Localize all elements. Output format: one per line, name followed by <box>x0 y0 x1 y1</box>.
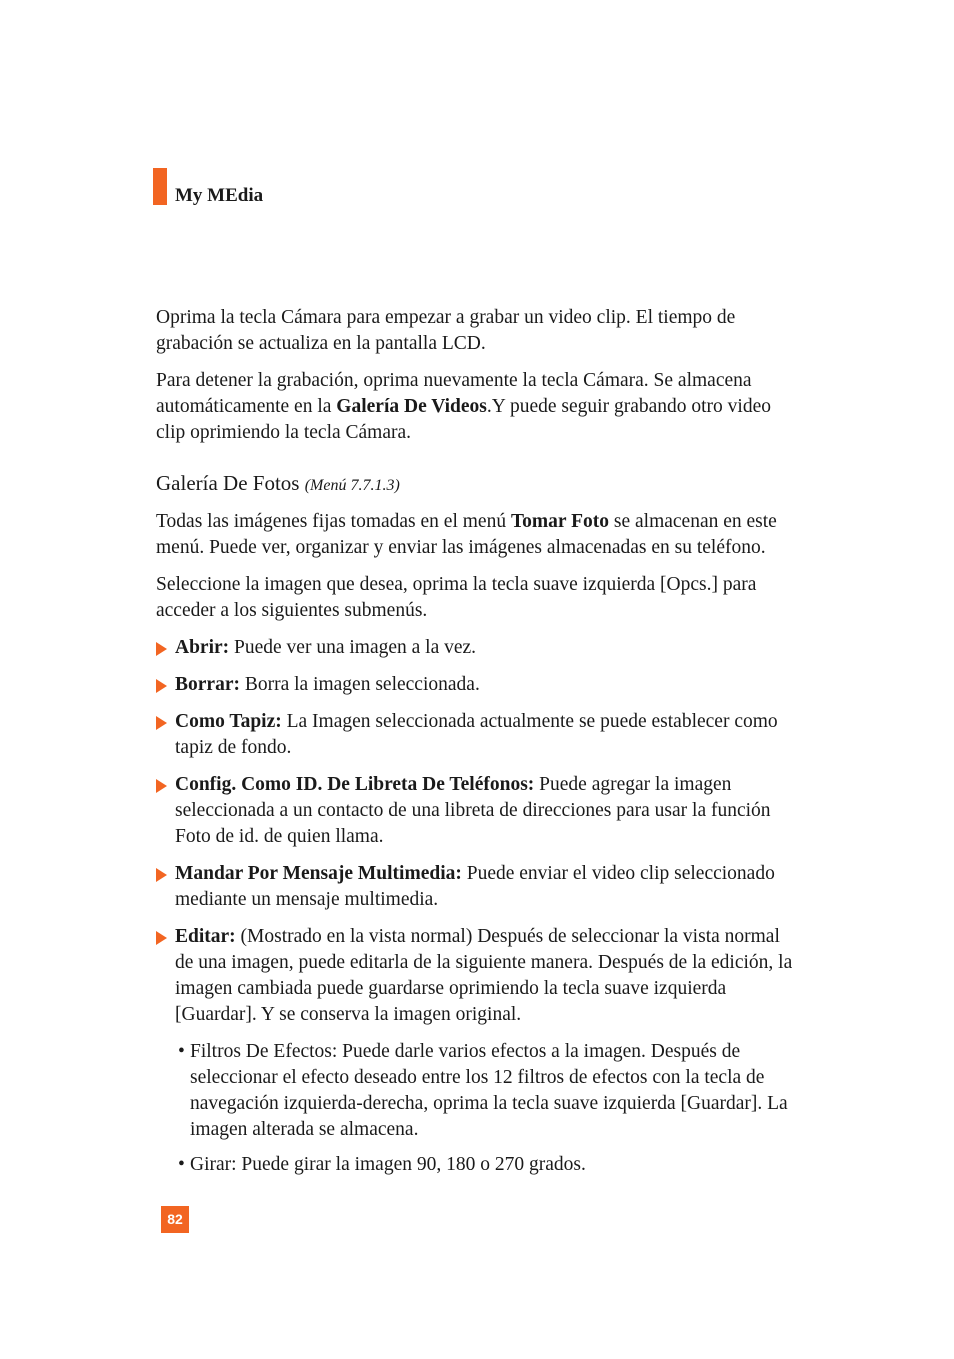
intro-p2-bold: Galería De Videos <box>336 396 487 417</box>
triangle-bullet-icon <box>156 642 167 656</box>
page-content <box>156 305 796 1187</box>
bullet-term: Config. Como ID. De Libreta De Teléfonos: <box>175 774 535 795</box>
section-title: Galería De Fotos <box>156 471 300 495</box>
triangle-bullet-icon <box>156 931 167 945</box>
bullet-text: Puede ver una imagen a la vez. <box>229 637 477 658</box>
bullet-item-abrir <box>156 635 796 661</box>
bullet-item-mandar-mms <box>156 861 796 913</box>
page-header-title: My MEdia <box>175 185 264 206</box>
bullet-text: Borra la imagen seleccionada. <box>239 674 480 695</box>
intro-p2-text-a: Para detener la grabación, oprima nuevamente la tecla Cámara. Se almacena automáticamente en la <box>156 370 752 417</box>
intro-paragraph-1: Oprima la tecla Cámara para empezar a grabar un video clip. El tiempo de grabación se actualiza en la pantalla LCD. <box>156 307 736 354</box>
bullet-term: Como Tapiz: <box>175 711 282 732</box>
bullet-text: Puede agregar la imagen seleccionada a un contacto de una libreta de direcciones para usar la función Foto de id. de quien llama. <box>175 774 771 847</box>
section-p1-bold: Tomar Foto <box>510 511 609 532</box>
sub-item-text: Girar: Puede girar la imagen 90, 180 o 270 grados. <box>190 1154 586 1175</box>
dot-bullet: • <box>178 1041 185 1062</box>
section-paragraph-2: Seleccione la imagen que desea, oprima la tecla suave izquierda [Opcs.] para acceder a los siguientes submenús. <box>156 574 757 621</box>
section-paragraph-1 <box>156 509 796 561</box>
triangle-bullet-icon <box>156 679 167 693</box>
bullet-term: Editar: <box>175 926 236 947</box>
sub-item-filtros <box>156 1039 796 1143</box>
sub-item-text: Filtros De Efectos: Puede darle varios efectos a la imagen. Después de seleccionar el efecto deseado entre los 12 filtros de efectos con la tecla de navegación izquierda-derecha, oprima la tecla suave izquierda [Guardar]. La imagen alterada se almacena. <box>190 1041 788 1140</box>
section-heading <box>156 470 796 499</box>
header-accent-bar <box>153 168 167 205</box>
bullet-text: (Mostrado en la vista normal) Después de seleccionar la vista normal de una imagen, puede editarla de la siguiente manera. Después de la edición, la imagen cambiada puede guardarse oprimiendo la tecla suave izquierda [Guardar]. Y se conserva la imagen original. <box>175 926 793 1025</box>
sub-item-girar <box>156 1152 796 1178</box>
menu-reference: (Menú 7.7.1.3) <box>304 477 400 494</box>
bullet-text: La Imagen seleccionada actualmente se puede establecer como tapiz de fondo. <box>175 711 778 758</box>
dot-bullet: • <box>178 1154 185 1175</box>
section-p1-text-b: se almacenan en este menú. Puede ver, organizar y enviar las imágenes almacenadas en su teléfono. <box>156 511 777 558</box>
bullet-item-como-tapiz <box>156 709 796 761</box>
intro-paragraph-2 <box>156 368 796 446</box>
bullet-item-borrar <box>156 672 796 698</box>
triangle-bullet-icon <box>156 716 167 730</box>
bullet-term: Borrar: <box>175 674 240 695</box>
bullet-item-config-id <box>156 772 796 850</box>
triangle-bullet-icon <box>156 779 167 793</box>
bullet-term: Abrir: <box>175 637 230 658</box>
bullet-item-editar <box>156 924 796 1028</box>
bullet-term: Mandar Por Mensaje Multimedia: <box>175 863 462 884</box>
section-p1-text-a: Todas las imágenes fijas tomadas en el menú <box>156 511 511 532</box>
triangle-bullet-icon <box>156 868 167 882</box>
page-number: 82 <box>161 1206 189 1233</box>
intro-p2-text-b: .Y puede seguir grabando otro video clip oprimiendo la tecla Cámara. <box>156 396 771 443</box>
bullet-text: Puede enviar el video clip seleccionado mediante un mensaje multimedia. <box>175 863 775 910</box>
